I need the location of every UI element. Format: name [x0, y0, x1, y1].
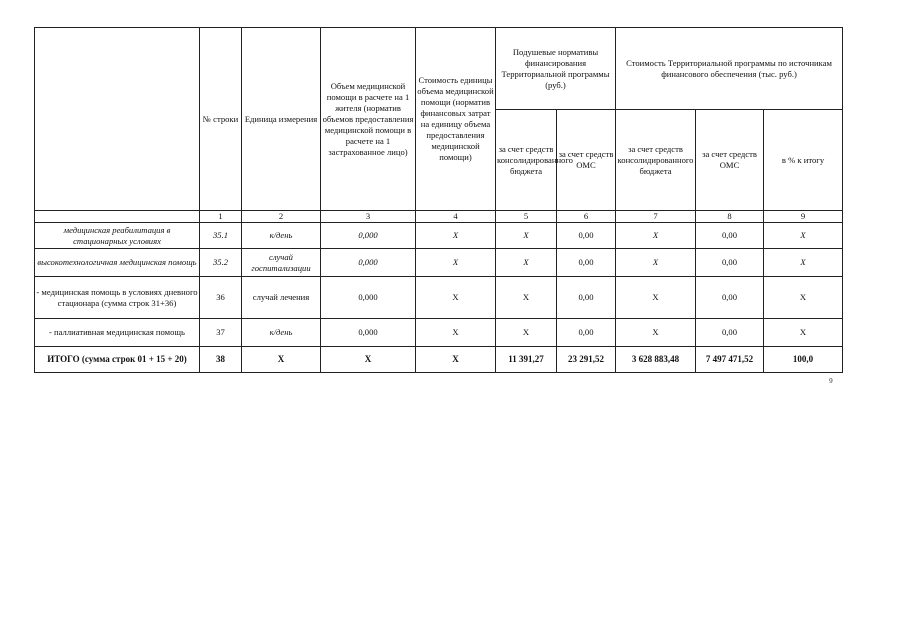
row-volume: 0,000 [321, 319, 416, 347]
row-unit-cost: Х [416, 277, 496, 319]
table-row [35, 223, 843, 249]
row-col8: 0,00 [696, 223, 764, 249]
header-per-capita: Подушевые нормативы финансирования Территориальной программы (руб.) [496, 28, 616, 110]
header-sub-budget-7: за счет средств консолидированного бюджета [616, 110, 696, 211]
total-col6: 23 291,52 [557, 347, 616, 373]
column-number-blank [35, 211, 200, 223]
total-unit: Х [242, 347, 321, 373]
row-label: высокотехнологичная медицинская помощь [35, 249, 200, 277]
total-label: ИТОГО (сумма строк 01 + 15 + 20) [35, 347, 200, 373]
total-volume: Х [321, 347, 416, 373]
row-col6: 0,00 [557, 249, 616, 277]
row-col8: 0,00 [696, 277, 764, 319]
column-number: 8 [696, 211, 764, 223]
row-col7: Х [616, 223, 696, 249]
total-unit-cost: Х [416, 347, 496, 373]
header-row-top [35, 28, 843, 110]
row-label: медицинская реабилитация в стационарных условиях [35, 223, 200, 249]
total-row [35, 347, 843, 373]
row-col9: Х [764, 319, 843, 347]
row-col5: Х [496, 223, 557, 249]
column-number: 2 [242, 211, 321, 223]
total-col9: 100,0 [764, 347, 843, 373]
row-col9: Х [764, 249, 843, 277]
row-col7: Х [616, 319, 696, 347]
column-number: 7 [616, 211, 696, 223]
header-label-cell [35, 28, 200, 211]
total-col5: 11 391,27 [496, 347, 557, 373]
column-number: 5 [496, 211, 557, 223]
header-sub-budget-5: за счет средств консолидированного бюджета [496, 110, 557, 211]
table-row [35, 249, 843, 277]
table-row [35, 319, 843, 347]
row-unit: случай госпитализации [242, 249, 321, 277]
header-sub-oms-8: за счет средств ОМС [696, 110, 764, 211]
row-volume: 0,000 [321, 223, 416, 249]
row-number: 35.1 [200, 223, 242, 249]
row-unit: к/день [242, 319, 321, 347]
row-col6: 0,00 [557, 319, 616, 347]
row-label: - медицинская помощь в условиях дневного стационара (сумма строк 31+36) [35, 277, 200, 319]
header-volume: Объем медицинской помощи в расчете на 1 жителя (норматив объемов предоставления медицинской помощи в расчете на 1 застрахованное лицо) [321, 28, 416, 211]
header-unit-cost: Стоимость единицы объема медицинской помощи (норматив финансовых затрат на единицу объема предоставления медицинской помощи) [416, 28, 496, 211]
row-col7: Х [616, 277, 696, 319]
total-col7: 3 628 883,48 [616, 347, 696, 373]
row-unit-cost: Х [416, 249, 496, 277]
header-unit: Единица измерения [242, 28, 321, 211]
row-number: 35.2 [200, 249, 242, 277]
row-col8: 0,00 [696, 319, 764, 347]
total-row-number: 38 [200, 347, 242, 373]
row-col9: Х [764, 277, 843, 319]
row-col5: Х [496, 319, 557, 347]
row-volume: 0,000 [321, 249, 416, 277]
table-row [35, 277, 843, 319]
row-unit: случай лечения [242, 277, 321, 319]
row-col5: Х [496, 277, 557, 319]
column-number: 9 [764, 211, 843, 223]
total-col8: 7 497 471,52 [696, 347, 764, 373]
row-col5: Х [496, 249, 557, 277]
row-number: 37 [200, 319, 242, 347]
row-col9: Х [764, 223, 843, 249]
column-number: 1 [200, 211, 242, 223]
column-number: 6 [557, 211, 616, 223]
row-col6: 0,00 [557, 223, 616, 249]
column-number: 4 [416, 211, 496, 223]
row-col7: Х [616, 249, 696, 277]
header-sub-pct-9: в % к итогу [764, 110, 843, 211]
column-number-row [35, 211, 843, 223]
page-mark: 9 [829, 378, 833, 385]
row-unit-cost: Х [416, 319, 496, 347]
header-program-cost: Стоимость Территориальной программы по источникам финансового обеспечения (тыс. руб.) [616, 28, 843, 110]
row-col6: 0,00 [557, 277, 616, 319]
row-col8: 0,00 [696, 249, 764, 277]
financing-table [34, 27, 843, 373]
header-sub-oms-6: за счет средств ОМС [557, 110, 616, 211]
row-unit: к/день [242, 223, 321, 249]
row-unit-cost: Х [416, 223, 496, 249]
column-number: 3 [321, 211, 416, 223]
row-number: 36 [200, 277, 242, 319]
row-volume: 0,000 [321, 277, 416, 319]
header-row-number: № строки [200, 28, 242, 211]
row-label: - паллиативная медицинская помощь [35, 319, 200, 347]
